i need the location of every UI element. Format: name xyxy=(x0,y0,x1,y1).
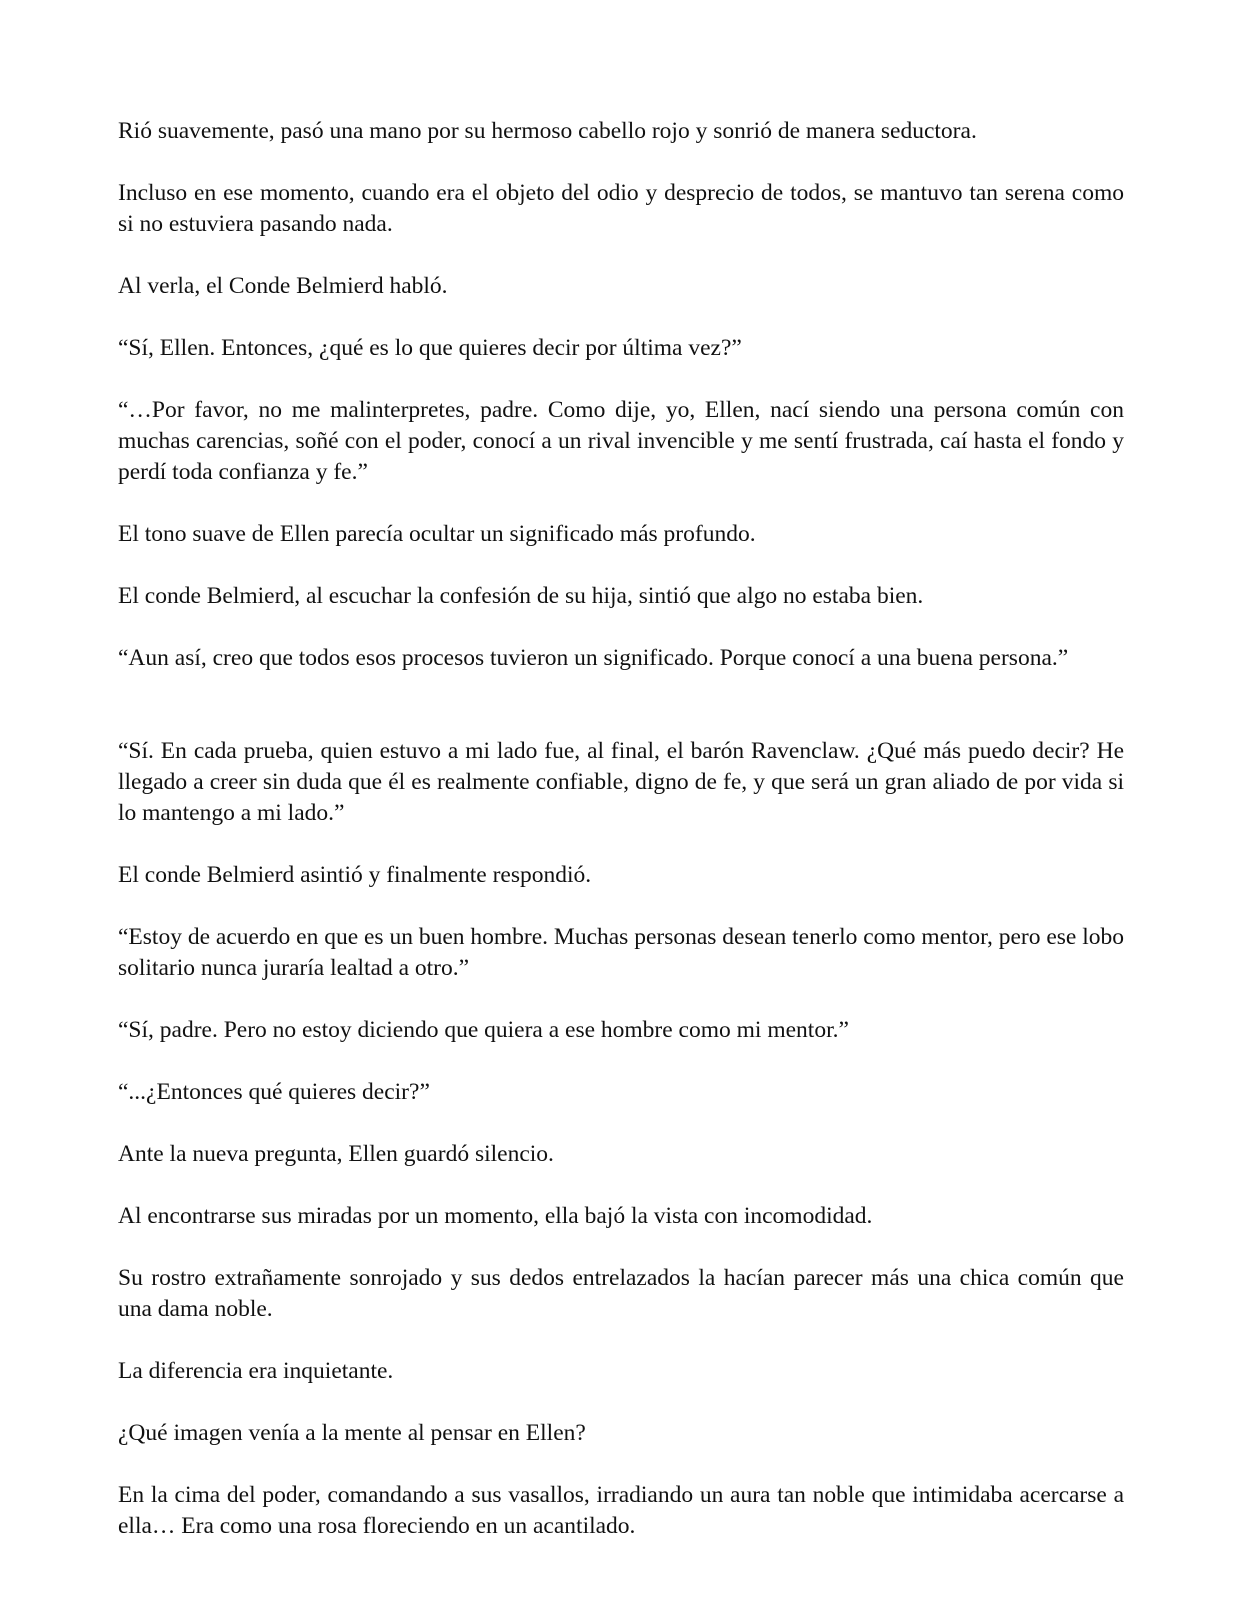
paragraph-2: Incluso en ese momento, cuando era el objeto del odio y desprecio de todos, se mantuvo tan serena como si no estuviera pasando nada. xyxy=(118,180,1124,237)
paragraph-18: ¿Qué imagen venía a la mente al pensar en Ellen? xyxy=(118,1420,586,1446)
paragraph-12: “Sí, padre. Pero no estoy diciendo que quiera a ese hombre como mi mentor.” xyxy=(118,1017,849,1043)
paragraph-14: Ante la nueva pregunta, Ellen guardó silencio. xyxy=(118,1141,554,1167)
paragraph-10: El conde Belmierd asintió y finalmente respondió. xyxy=(118,862,592,888)
paragraph-5: “…Por favor, no me malinterpretes, padre. Como dije, yo, Ellen, nací siendo una persona común con muchas carencias, soñé con el poder, conocí a un rival invencible y me sentí frustrada, caí hasta el fondo y perdí toda confianza y fe.” xyxy=(118,397,1124,485)
paragraph-1: Rió suavemente, pasó una mano por su hermoso cabello rojo y sonrió de manera seductora. xyxy=(118,118,977,144)
paragraph-4: “Sí, Ellen. Entonces, ¿qué es lo que quieres decir por última vez?” xyxy=(118,335,742,361)
paragraph-16: Su rostro extrañamente sonrojado y sus dedos entrelazados la hacían parecer más una chica común que una dama noble. xyxy=(118,1265,1124,1322)
paragraph-11: “Estoy de acuerdo en que es un buen hombre. Muchas personas desean tenerlo como mentor, pero ese lobo solitario nunca juraría lealtad a otro.” xyxy=(118,924,1124,981)
paragraph-9: “Sí. En cada prueba, quien estuvo a mi lado fue, al final, el barón Ravenclaw. ¿Qué más puedo decir? He llegado a creer sin duda que él es realmente confiable, digno de fe, y que será un gran aliado de por vida si lo mantengo a mi lado.” xyxy=(118,738,1124,826)
paragraph-7: El conde Belmierd, al escuchar la confesión de su hija, sintió que algo no estaba bien. xyxy=(118,583,924,609)
paragraph-15: Al encontrarse sus miradas por un momento, ella bajó la vista con incomodidad. xyxy=(118,1203,873,1229)
paragraph-6: El tono suave de Ellen parecía ocultar un significado más profundo. xyxy=(118,521,756,547)
paragraph-13: “...¿Entonces qué quieres decir?” xyxy=(118,1079,430,1105)
paragraph-3: Al verla, el Conde Belmierd habló. xyxy=(118,273,448,299)
document-body xyxy=(118,116,1124,1573)
paragraph-19: En la cima del poder, comandando a sus vasallos, irradiando un aura tan noble que intimidaba acercarse a ella… Era como una rosa floreciendo en un acantilado. xyxy=(118,1482,1124,1539)
paragraph-17: La diferencia era inquietante. xyxy=(118,1358,394,1384)
paragraph-8: “Aun así, creo que todos esos procesos tuvieron un significado. Porque conocí a una buena persona.” xyxy=(118,645,1069,671)
